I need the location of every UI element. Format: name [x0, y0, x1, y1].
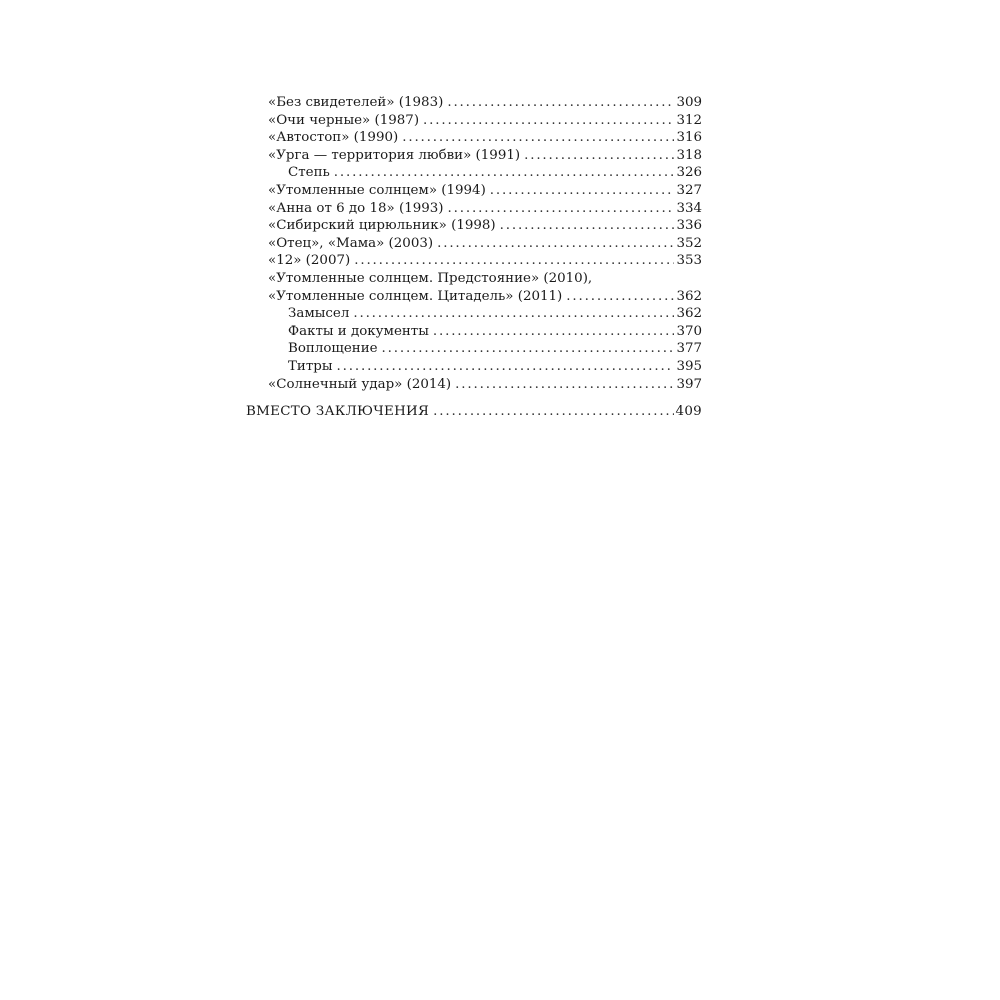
toc-entry [246, 376, 702, 394]
toc-dot-leader [448, 200, 675, 218]
toc-entry-page: 309 [676, 95, 702, 110]
toc-dot-leader [433, 323, 675, 341]
toc-dot-leader [433, 403, 673, 421]
toc-dot-leader [423, 112, 674, 130]
toc-entry-page: 353 [676, 253, 702, 269]
table-of-contents [246, 94, 702, 421]
toc-dot-leader [524, 147, 674, 165]
toc-entry-title: «Утомленные солнцем. Предстояние» (2010), [268, 270, 593, 286]
toc-entry-title: ВМЕСТО ЗАКЛЮЧЕНИЯ [246, 404, 430, 420]
toc-entry [246, 358, 702, 376]
toc-dot-leader [353, 305, 674, 323]
toc-entry-title: «Автостоп» (1990) [268, 130, 399, 146]
toc-entry [246, 200, 702, 218]
toc-dot-leader [566, 288, 674, 306]
toc-entry-page: 327 [676, 182, 702, 198]
toc-entry-title: Замысел [288, 306, 350, 322]
toc-dot-leader [490, 182, 675, 200]
toc-entry-title: Факты и документы [288, 323, 429, 339]
toc-entry-page: 409 [675, 404, 702, 420]
toc-entry [246, 252, 702, 270]
toc-entry-title: «Урга — территория любви» (1991) [268, 147, 521, 163]
toc-entry [246, 340, 702, 358]
toc-entry-page: 377 [676, 341, 702, 357]
toc-entry [246, 305, 702, 323]
toc-entry-title: «Отец», «Мама» (2003) [268, 235, 434, 251]
toc-entry [246, 323, 702, 341]
toc-entry [246, 270, 702, 288]
toc-entry [246, 288, 702, 306]
toc-entry-title: «Без свидетелей» (1983) [268, 95, 444, 110]
toc-entry-page: 397 [676, 376, 702, 392]
toc-entry-page: 370 [676, 323, 702, 339]
toc-entry-title: Воплощение [288, 341, 378, 357]
toc-entry-page: 395 [676, 358, 702, 374]
toc-dot-leader [382, 340, 675, 358]
toc-entry-conclusion [246, 403, 702, 421]
toc-entry-page: 362 [676, 306, 702, 322]
toc-entry [246, 129, 702, 147]
toc-dot-leader [455, 376, 674, 394]
toc-entry-page: 362 [676, 288, 702, 304]
toc-entry-page: 312 [676, 112, 702, 128]
toc-entry-page: 334 [676, 200, 702, 216]
toc-entry-page: 336 [676, 218, 702, 234]
toc-dot-leader [334, 164, 675, 182]
toc-entry-title: «Анна от 6 до 18» (1993) [268, 200, 444, 216]
toc-entry-title: «Сибирский цирюльник» (1998) [268, 218, 496, 234]
toc-entry-page: 326 [676, 165, 702, 181]
toc-entry-page: 316 [676, 130, 702, 146]
toc-entry [246, 182, 702, 200]
toc-entry-title: «Солнечный удар» (2014) [268, 376, 452, 392]
toc-dot-leader [337, 358, 675, 376]
toc-entry-title: «Очи черные» (1987) [268, 112, 420, 128]
toc-entry-title: «12» (2007) [268, 253, 351, 269]
toc-entry [246, 164, 702, 182]
toc-entry [246, 217, 702, 235]
toc-entry-title: «Утомленные солнцем. Цитадель» (2011) [268, 288, 563, 304]
toc-entry [246, 94, 702, 112]
toc-entry-title: Титры [288, 358, 333, 374]
toc-dot-leader [402, 129, 674, 147]
toc-entry-title: Степь [288, 165, 330, 181]
toc-dot-leader [500, 217, 675, 235]
toc-entry [246, 112, 702, 130]
toc-entry-page: 318 [676, 147, 702, 163]
toc-dot-leader [447, 94, 674, 112]
toc-entry-title: «Утомленные солнцем» (1994) [268, 182, 486, 198]
toc-dot-leader [354, 252, 674, 270]
toc-entry [246, 147, 702, 165]
toc-entry-page: 352 [676, 235, 702, 251]
toc-dot-leader [437, 235, 674, 253]
toc-entry [246, 235, 702, 253]
